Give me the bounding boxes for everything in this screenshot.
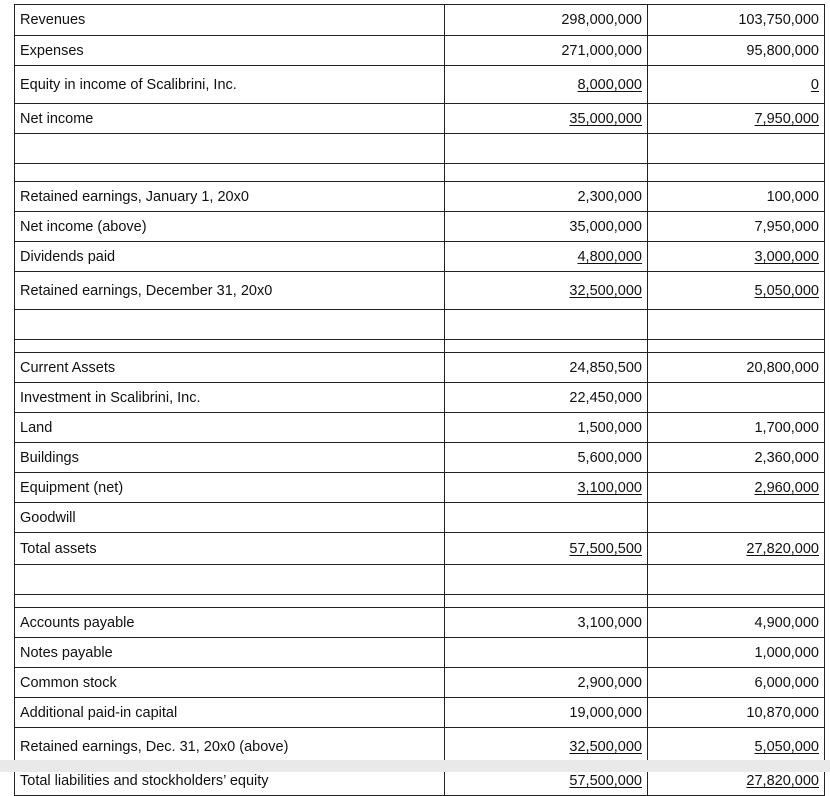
table-row xyxy=(15,413,825,443)
parent-value-cell xyxy=(445,353,648,383)
subsidiary-value-cell xyxy=(648,608,825,638)
parent-value-cell xyxy=(445,36,648,66)
amount: 5,600,000 xyxy=(577,449,642,466)
subsidiary-value-cell xyxy=(648,533,825,565)
row-label: Common stock xyxy=(15,668,445,698)
subsidiary-value-cell xyxy=(648,383,825,413)
amount: 7,950,000 xyxy=(754,110,819,127)
subsidiary-value-cell xyxy=(648,104,825,134)
amount: 32,500,000 xyxy=(569,738,642,755)
subsidiary-value-cell xyxy=(648,638,825,668)
row-label: Retained earnings, Dec. 31, 20x0 (above) xyxy=(15,728,445,766)
amount: 20,800,000 xyxy=(746,359,819,376)
table-row xyxy=(15,104,825,134)
table-row xyxy=(15,565,825,595)
parent-value-cell xyxy=(445,310,648,340)
parent-value-cell xyxy=(445,413,648,443)
parent-value-cell xyxy=(445,698,648,728)
subsidiary-value-cell xyxy=(648,443,825,473)
amount: 3,100,000 xyxy=(577,614,642,631)
amount: 2,300,000 xyxy=(577,188,642,205)
table-row xyxy=(15,36,825,66)
row-label: Buildings xyxy=(15,443,445,473)
table-row xyxy=(15,164,825,182)
row-label: Investment in Scalibrini, Inc. xyxy=(15,383,445,413)
bottom-strip xyxy=(0,760,830,772)
subsidiary-value-cell xyxy=(648,212,825,242)
subsidiary-value-cell xyxy=(648,164,825,182)
subsidiary-value-cell xyxy=(648,413,825,443)
parent-value-cell xyxy=(445,164,648,182)
row-label: Notes payable xyxy=(15,638,445,668)
row-label: Current Assets xyxy=(15,353,445,383)
parent-value-cell xyxy=(445,134,648,164)
subsidiary-value-cell xyxy=(648,272,825,310)
row-label: Equity in income of Scalibrini, Inc. xyxy=(15,66,445,104)
financial-statement-table xyxy=(14,4,825,796)
parent-value-cell xyxy=(445,595,648,608)
table-row xyxy=(15,533,825,565)
amount: 32,500,000 xyxy=(569,282,642,299)
table-row xyxy=(15,5,825,36)
amount: 22,450,000 xyxy=(569,389,642,406)
amount: 7,950,000 xyxy=(754,218,819,235)
amount: 27,820,000 xyxy=(746,772,819,789)
row-label: Net income xyxy=(15,104,445,134)
amount: 6,000,000 xyxy=(754,674,819,691)
parent-value-cell xyxy=(445,66,648,104)
parent-value-cell xyxy=(445,473,648,503)
amount: 27,820,000 xyxy=(746,540,819,557)
parent-value-cell xyxy=(445,383,648,413)
amount: 0 xyxy=(810,76,819,93)
parent-value-cell xyxy=(445,565,648,595)
subsidiary-value-cell xyxy=(648,340,825,353)
row-label: Dividends paid xyxy=(15,242,445,272)
row-label: Expenses xyxy=(15,36,445,66)
parent-value-cell xyxy=(445,638,648,668)
amount: 19,000,000 xyxy=(569,704,642,721)
subsidiary-value-cell xyxy=(648,310,825,340)
amount: 2,360,000 xyxy=(754,449,819,466)
amount: 95,800,000 xyxy=(746,42,819,59)
parent-value-cell xyxy=(445,503,648,533)
parent-value-cell xyxy=(445,443,648,473)
parent-value-cell xyxy=(445,212,648,242)
amount: 4,900,000 xyxy=(754,614,819,631)
table-row xyxy=(15,212,825,242)
table-row xyxy=(15,353,825,383)
subsidiary-value-cell xyxy=(648,182,825,212)
amount: 35,000,000 xyxy=(569,218,642,235)
table-row xyxy=(15,698,825,728)
amount: 5,050,000 xyxy=(754,738,819,755)
subsidiary-value-cell xyxy=(648,242,825,272)
row-label: Total assets xyxy=(15,533,445,565)
row-label: Revenues xyxy=(15,5,445,36)
amount: 271,000,000 xyxy=(561,42,642,59)
table-row xyxy=(15,182,825,212)
table-row xyxy=(15,242,825,272)
table-row xyxy=(15,503,825,533)
amount: 1,700,000 xyxy=(754,419,819,436)
subsidiary-value-cell xyxy=(648,565,825,595)
row-label: Land xyxy=(15,413,445,443)
amount: 103,750,000 xyxy=(738,12,819,28)
row-label: Goodwill xyxy=(15,503,445,533)
parent-value-cell xyxy=(445,608,648,638)
row-label xyxy=(15,595,445,608)
table-row xyxy=(15,668,825,698)
amount: 3,000,000 xyxy=(754,248,819,265)
parent-value-cell xyxy=(445,272,648,310)
row-label: Additional paid-in capital xyxy=(15,698,445,728)
parent-value-cell xyxy=(445,5,648,36)
amount: 57,500,500 xyxy=(569,540,642,557)
table-row xyxy=(15,272,825,310)
table-row xyxy=(15,595,825,608)
row-label: Equipment (net) xyxy=(15,473,445,503)
table-row xyxy=(15,310,825,340)
parent-value-cell xyxy=(445,533,648,565)
row-label xyxy=(15,310,445,340)
amount: 8,000,000 xyxy=(577,76,642,93)
parent-value-cell xyxy=(445,242,648,272)
row-label: Retained earnings, December 31, 20x0 xyxy=(15,272,445,310)
amount: 5,050,000 xyxy=(754,282,819,299)
row-label: Accounts payable xyxy=(15,608,445,638)
row-label xyxy=(15,565,445,595)
subsidiary-value-cell xyxy=(648,5,825,36)
amount: 4,800,000 xyxy=(577,248,642,265)
subsidiary-value-cell xyxy=(648,473,825,503)
table-row xyxy=(15,473,825,503)
parent-value-cell xyxy=(445,668,648,698)
table-row xyxy=(15,608,825,638)
subsidiary-value-cell xyxy=(648,353,825,383)
subsidiary-value-cell xyxy=(648,595,825,608)
subsidiary-value-cell xyxy=(648,36,825,66)
amount: 1,500,000 xyxy=(577,419,642,436)
subsidiary-value-cell xyxy=(648,698,825,728)
amount: 3,100,000 xyxy=(577,479,642,496)
table-row xyxy=(15,134,825,164)
amount: 57,500,000 xyxy=(569,772,642,789)
amount: 1,000,000 xyxy=(754,644,819,661)
row-label xyxy=(15,164,445,182)
table-body xyxy=(15,5,825,796)
amount: 35,000,000 xyxy=(569,110,642,127)
subsidiary-value-cell xyxy=(648,668,825,698)
row-label: Net income (above) xyxy=(15,212,445,242)
amount: 100,000 xyxy=(766,188,819,205)
row-label: Retained earnings, January 1, 20x0 xyxy=(15,182,445,212)
row-label xyxy=(15,340,445,353)
table-row xyxy=(15,383,825,413)
row-label xyxy=(15,134,445,164)
amount: 10,870,000 xyxy=(746,704,819,721)
subsidiary-value-cell xyxy=(648,503,825,533)
amount: 24,850,500 xyxy=(569,359,642,376)
parent-value-cell xyxy=(445,104,648,134)
table-row xyxy=(15,66,825,104)
amount: 298,000,000 xyxy=(561,12,642,28)
table-row xyxy=(15,340,825,353)
parent-value-cell xyxy=(445,340,648,353)
row-label: Total liabilities and stockholders’ equity xyxy=(15,766,445,796)
subsidiary-value-cell xyxy=(648,134,825,164)
amount: 2,900,000 xyxy=(577,674,642,691)
parent-value-cell xyxy=(445,182,648,212)
subsidiary-value-cell xyxy=(648,66,825,104)
amount: 2,960,000 xyxy=(754,479,819,496)
table-row xyxy=(15,443,825,473)
table-row xyxy=(15,638,825,668)
